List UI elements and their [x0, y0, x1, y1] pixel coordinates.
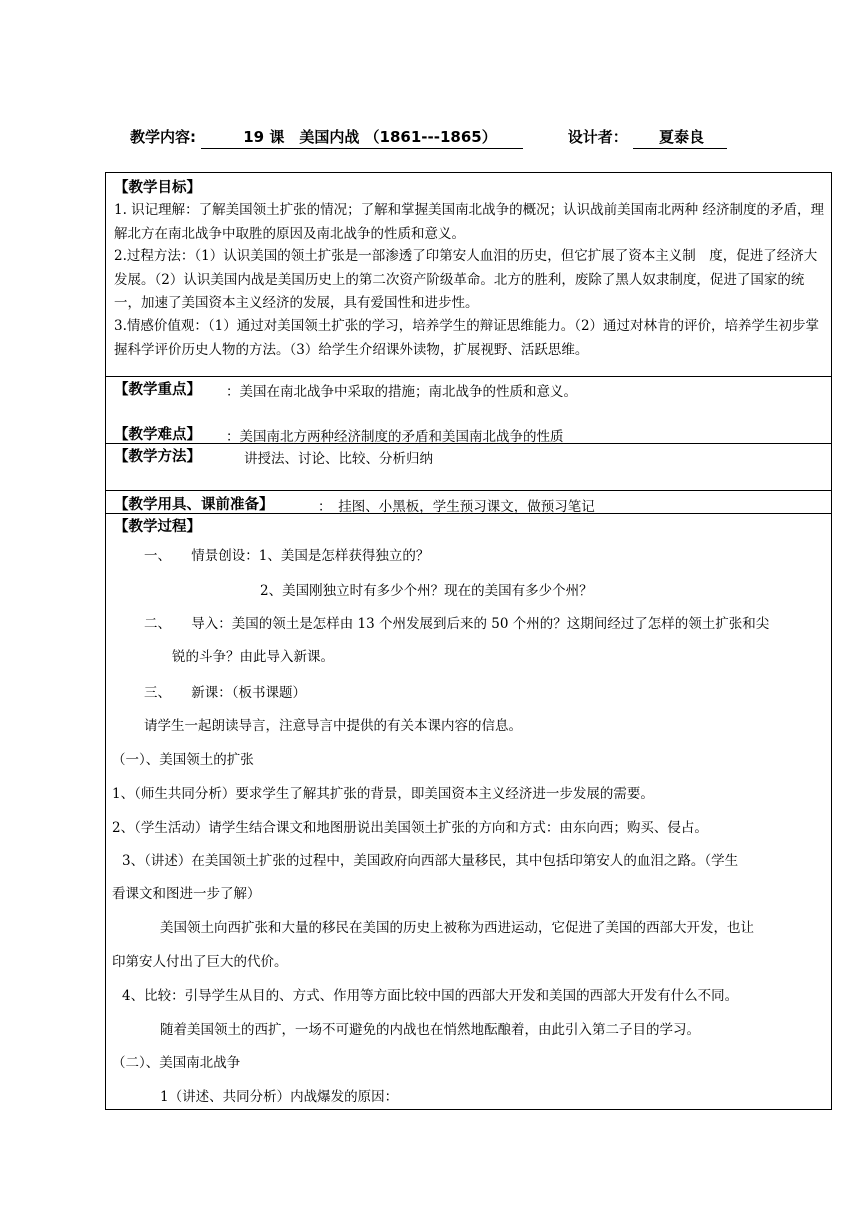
process-line: 锐的斗争？由此导入新课。	[172, 649, 334, 665]
process-line: （二）、美国南北战争	[112, 1055, 241, 1071]
row-divider	[106, 513, 831, 514]
tools-title: 【教学用具、课前准备】	[114, 497, 274, 513]
key-points-text: ：美国在南北战争中采取的措施；南北战争的性质和意义。	[226, 384, 577, 400]
row-divider	[106, 490, 831, 491]
process-line: 请学生一起朗读导言，注意导言中提供的有关本课内容的信息。	[144, 718, 522, 734]
key-points-title: 【教学重点】	[114, 382, 201, 398]
methods-text: 讲授法、讨论、比较、分析归纳	[244, 451, 433, 467]
process-line: 1、（师生共同分析）要求学生了解其扩张的背景，即美国资本主义经济进一步发展的需要。	[112, 786, 654, 802]
lesson-title: 19 课 美国内战 （1861---1865）	[201, 126, 523, 149]
difficulties-title: 【教学难点】	[114, 427, 201, 443]
process-line: 2、美国刚独立时有多少个州？现在的美国有多少个州？	[260, 583, 593, 599]
objective-2: 2.过程方法：（1）认识美国的领土扩张是一部渗透了印第安人血泪的历史，但它扩展了资本主义制 度，促进了经济大发展。（2）认识美国内战是美国历史上的第二次资产阶级革命。北方的胜利，废除了黑人奴隶制度，促进了国家的统一，加速了美国资本主义经济的发展，具有爱国性和进步性。	[114, 248, 818, 311]
objective-1: 1. 识记理解：了解美国领土扩张的情况；了解和掌握美国南北战争的概况；认识战前美国南北两种 经济制度的矛盾，理解北方在南北战争中取胜的原因及南北战争的性质和意义。	[114, 202, 824, 242]
objectives-title: 【教学目标】	[114, 180, 201, 196]
designer-name: 夏泰良	[633, 126, 727, 149]
lesson-header	[130, 126, 727, 149]
process-line: 一、 情景创设：1、美国是怎样获得独立的？	[144, 548, 430, 564]
process-line: （一）、美国领土的扩张	[112, 752, 254, 768]
methods-title: 【教学方法】	[114, 449, 201, 465]
row-divider	[106, 376, 831, 377]
process-line: 3、（讲述）在美国领土扩张的过程中，美国政府向西部大量移民，其中包括印第安人的血泪之路。（学生	[122, 853, 739, 869]
process-line: 2、（学生活动）请学生结合课文和地图册说出美国领土扩张的方向和方式：由东向西；购买、侵占。	[112, 820, 708, 836]
process-line: 1（讲述、共同分析）内战爆发的原因：	[160, 1089, 399, 1105]
lesson-plan-table	[105, 172, 832, 1110]
process-line: 随着美国领土的西扩，一场不可避免的内战也在悄然地酝酿着，由此引入第二子目的学习。	[160, 1022, 700, 1038]
designer-label: 设计者：	[567, 128, 628, 146]
process-line: 看课文和图进一步了解）	[112, 886, 261, 902]
row-divider	[106, 443, 831, 444]
process-line: 美国领土向西扩张和大量的移民在美国的历史上被称为西进运动，它促进了美国的西部大开发，也让	[160, 920, 754, 936]
difficulties-text: ：美国南北方两种经济制度的矛盾和美国南北战争的性质	[226, 429, 564, 445]
process-line: 印第安人付出了巨大的代价。	[112, 954, 288, 970]
objective-3: 3.情感价值观：（1）通过对美国领土扩张的学习，培养学生的辩证思维能力。（2）通过对林肯的评价，培养学生初步掌握科学评价历史人物的方法。（3）给学生介绍课外读物，扩展视野、活跃思维。	[114, 318, 820, 358]
process-title: 【教学过程】	[114, 519, 201, 535]
process-line: 三、 新课：（板书课题）	[144, 685, 306, 701]
process-line: 4、比较：引导学生从目的、方式、作用等方面比较中国的西部大开发和美国的西部大开发有什么不同。	[122, 988, 739, 1004]
process-line: 二、 导入：美国的领土是怎样由 13 个州发展到后来的 50 个州的？这期间经过了怎样的领土扩张和尖	[144, 616, 770, 632]
content-label: 教学内容:	[130, 128, 196, 146]
tools-text: ： 挂图、小黑板，学生预习课文，做预习笔记	[318, 499, 595, 515]
